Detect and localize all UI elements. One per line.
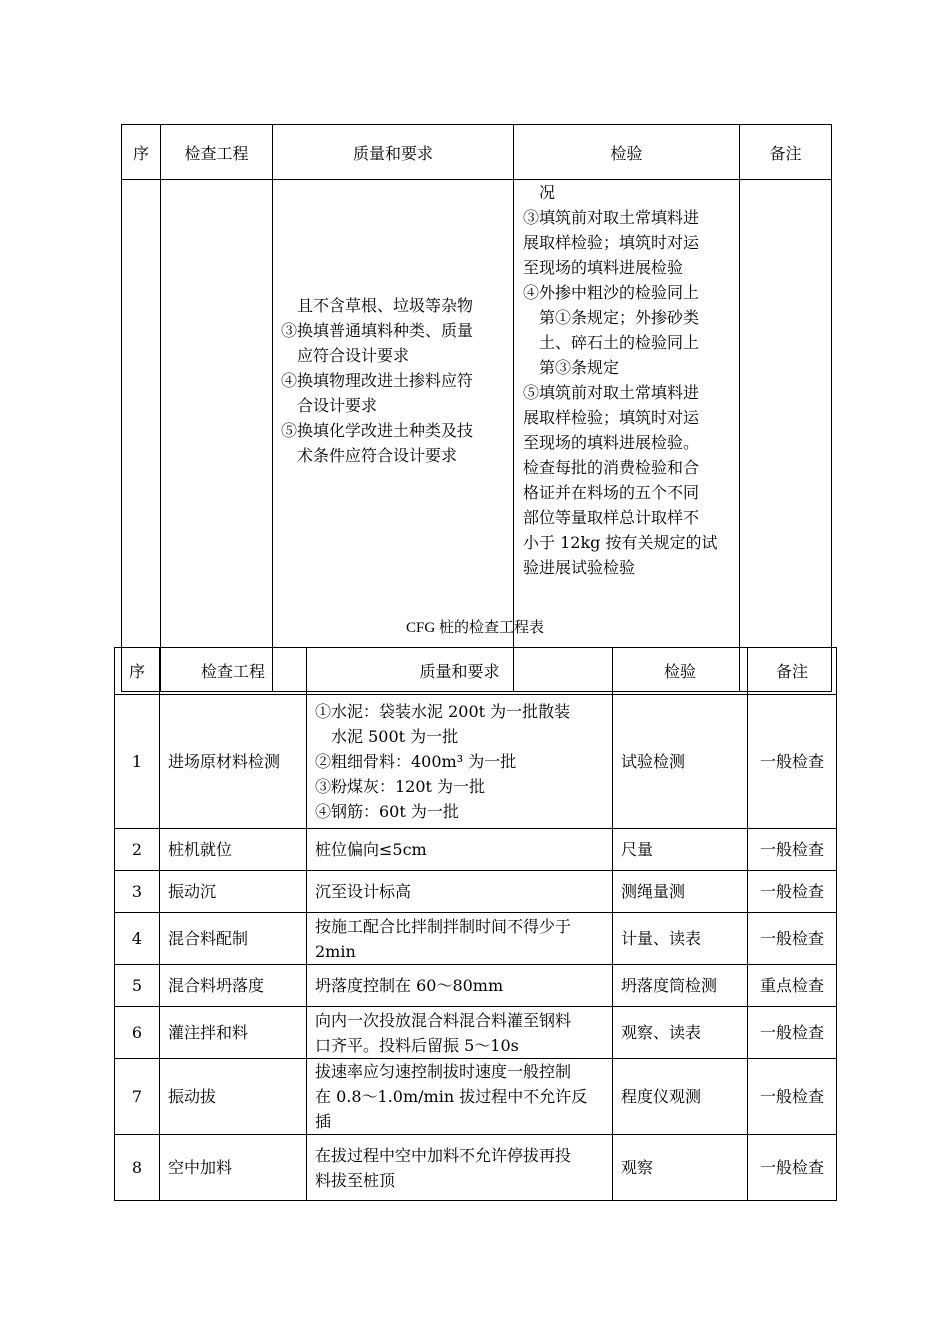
text-line: 坍落度控制在 60～80mm bbox=[315, 976, 504, 995]
cell-inspection: 计量、读表 bbox=[613, 913, 748, 965]
text-line: ⑤换填化学改进土种类及技 bbox=[281, 421, 474, 440]
text-line: 展取样检验；填筑时对运 bbox=[523, 233, 700, 252]
cell-quality bbox=[273, 180, 514, 692]
cell-remark: 一般检查 bbox=[748, 913, 837, 965]
cell-item: 混合料配制 bbox=[160, 913, 307, 965]
cell-item: 进场原材料检测 bbox=[160, 695, 307, 829]
table-row bbox=[115, 1007, 837, 1059]
header-remark: 备注 bbox=[740, 125, 832, 180]
cell-inspection: 观察 bbox=[613, 1135, 748, 1201]
cell-inspection: 观察、读表 bbox=[613, 1007, 748, 1059]
text-line: ④钢筋：60t 为一批 bbox=[315, 802, 459, 821]
cell-quality bbox=[307, 1135, 613, 1201]
table-header-row bbox=[122, 125, 832, 180]
cell-remark: 一般检查 bbox=[748, 1007, 837, 1059]
cell-remark: 一般检查 bbox=[748, 1135, 837, 1201]
text-line: 沉至设计标高 bbox=[315, 882, 412, 901]
text-line: 按施工配合比拌制拌制时间不得少于 bbox=[315, 916, 572, 936]
text-line: ③填筑前对取土常填料进 bbox=[523, 208, 700, 227]
header-inspection: 检验 bbox=[613, 648, 748, 695]
text-line: 第③条规定 bbox=[539, 358, 620, 377]
text-line: ④外掺中粗沙的检验同上 bbox=[523, 283, 700, 302]
cell-quality bbox=[307, 965, 613, 1007]
text-line: 术条件应符合设计要求 bbox=[297, 446, 458, 465]
text-line: 小于 12kg 按有关规定的试 bbox=[523, 533, 718, 552]
header-seq: 序 bbox=[115, 648, 160, 695]
table-row bbox=[115, 1135, 837, 1201]
text-line: 应符合设计要求 bbox=[297, 346, 410, 365]
cell-seq: 7 bbox=[115, 1059, 160, 1135]
text-line: ①水泥：袋装水泥 200t 为一批散装 bbox=[315, 702, 571, 721]
table-row bbox=[122, 180, 832, 692]
text-line: 况 bbox=[539, 183, 556, 202]
cfg-pile-inspection-table bbox=[114, 647, 837, 1201]
cell-item: 振动沉 bbox=[160, 871, 307, 913]
table-row bbox=[115, 829, 837, 871]
text-line: 至现场的填料进展检验 bbox=[523, 258, 684, 277]
cell-quality bbox=[307, 1007, 613, 1059]
text-line: 水泥 500t 为一批 bbox=[331, 727, 459, 746]
cell-item: 桩机就位 bbox=[160, 829, 307, 871]
text-line: 格证并在料场的五个不同 bbox=[523, 483, 700, 502]
table-row bbox=[115, 871, 837, 913]
cell-remark bbox=[740, 180, 832, 692]
quality-text bbox=[281, 293, 507, 468]
cell-quality bbox=[307, 1059, 613, 1135]
text-line: 在拔过程中空中加料不允许停拔再投 bbox=[315, 1145, 572, 1165]
text-line: 口齐平。投料后留振 5～10s bbox=[315, 1035, 519, 1055]
text-line: 第①条规定；外掺砂类 bbox=[539, 308, 700, 327]
cell-quality bbox=[307, 913, 613, 965]
cell-item: 空中加料 bbox=[160, 1135, 307, 1201]
text-line: 展取样检验；填筑时对运 bbox=[523, 408, 700, 427]
cell-quality bbox=[307, 871, 613, 913]
cell-item bbox=[161, 180, 273, 692]
header-item: 检查工程 bbox=[160, 648, 307, 695]
table-row bbox=[115, 695, 837, 829]
header-quality: 质量和要求 bbox=[273, 125, 514, 180]
text-line: 检查每批的消费检验和合 bbox=[523, 458, 700, 477]
text-line: ③粉煤灰：120t 为一批 bbox=[315, 777, 486, 796]
cell-inspection: 测绳量测 bbox=[613, 871, 748, 913]
text-line: 向内一次投放混合料混合料灌至钢料 bbox=[315, 1010, 572, 1030]
header-remark: 备注 bbox=[748, 648, 837, 695]
cell-seq: 5 bbox=[115, 965, 160, 1007]
cell-remark: 一般检查 bbox=[748, 871, 837, 913]
cell-seq: 2 bbox=[115, 829, 160, 871]
cell-seq: 6 bbox=[115, 1007, 160, 1059]
text-line: 部位等量取样总计取样不 bbox=[523, 508, 700, 527]
cell-item: 混合料坍落度 bbox=[160, 965, 307, 1007]
cell-seq: 4 bbox=[115, 913, 160, 965]
text-line: ⑤填筑前对取土常填料进 bbox=[523, 383, 700, 402]
cell-item: 灌注拌和料 bbox=[160, 1007, 307, 1059]
text-line: ③换填普通填料种类、质量 bbox=[281, 321, 474, 340]
cell-quality bbox=[307, 695, 613, 829]
table-caption: CFG 桩的检查工程表 bbox=[406, 620, 544, 636]
text-line: 在 0.8～1.0m/min 拔过程中不允许反 bbox=[315, 1087, 588, 1106]
cell-inspection: 试验检测 bbox=[613, 695, 748, 829]
cell-remark: 重点检查 bbox=[748, 965, 837, 1007]
cell-inspection bbox=[514, 180, 740, 692]
table-row bbox=[115, 913, 837, 965]
header-item: 检查工程 bbox=[161, 125, 273, 180]
text-line: 料拔至桩顶 bbox=[315, 1170, 396, 1190]
cell-seq: 1 bbox=[115, 695, 160, 829]
cell-remark: 一般检查 bbox=[748, 829, 837, 871]
header-quality: 质量和要求 bbox=[307, 648, 613, 695]
text-line: 合设计要求 bbox=[297, 396, 378, 415]
text-line: 且不含草根、垃圾等杂物 bbox=[297, 296, 474, 315]
inspection-table-continued bbox=[121, 124, 832, 692]
cell-inspection: 尺量 bbox=[613, 829, 748, 871]
cell-seq bbox=[122, 180, 161, 692]
cell-remark: 一般检查 bbox=[748, 1059, 837, 1135]
table-row bbox=[115, 965, 837, 1007]
text-line: 桩位偏向≤5cm bbox=[315, 840, 427, 859]
text-line: ②粗细骨料：400m³ 为一批 bbox=[315, 752, 517, 771]
text-line: 拔速率应匀速控制拔时速度一般控制 bbox=[315, 1062, 572, 1081]
cell-seq: 8 bbox=[115, 1135, 160, 1201]
cell-seq: 3 bbox=[115, 871, 160, 913]
cell-item: 振动拔 bbox=[160, 1059, 307, 1135]
table-header-row bbox=[115, 648, 837, 695]
table-row bbox=[115, 1059, 837, 1135]
cell-inspection: 程度仪观测 bbox=[613, 1059, 748, 1135]
text-line: ④换填物理改进土掺料应符 bbox=[281, 371, 474, 390]
header-inspection: 检验 bbox=[514, 125, 740, 180]
text-line: 土、碎石土的检验同上 bbox=[539, 333, 700, 352]
cell-quality bbox=[307, 829, 613, 871]
text-line: 验进展试验检验 bbox=[523, 558, 636, 577]
cell-inspection: 坍落度筒检测 bbox=[613, 965, 748, 1007]
cell-remark: 一般检查 bbox=[748, 695, 837, 829]
text-line: 至现场的填料进展检验。 bbox=[523, 433, 700, 452]
header-seq: 序 bbox=[122, 125, 161, 180]
text-line: 2min bbox=[315, 941, 356, 961]
text-line: 插 bbox=[315, 1112, 332, 1131]
inspection-text bbox=[523, 180, 735, 580]
